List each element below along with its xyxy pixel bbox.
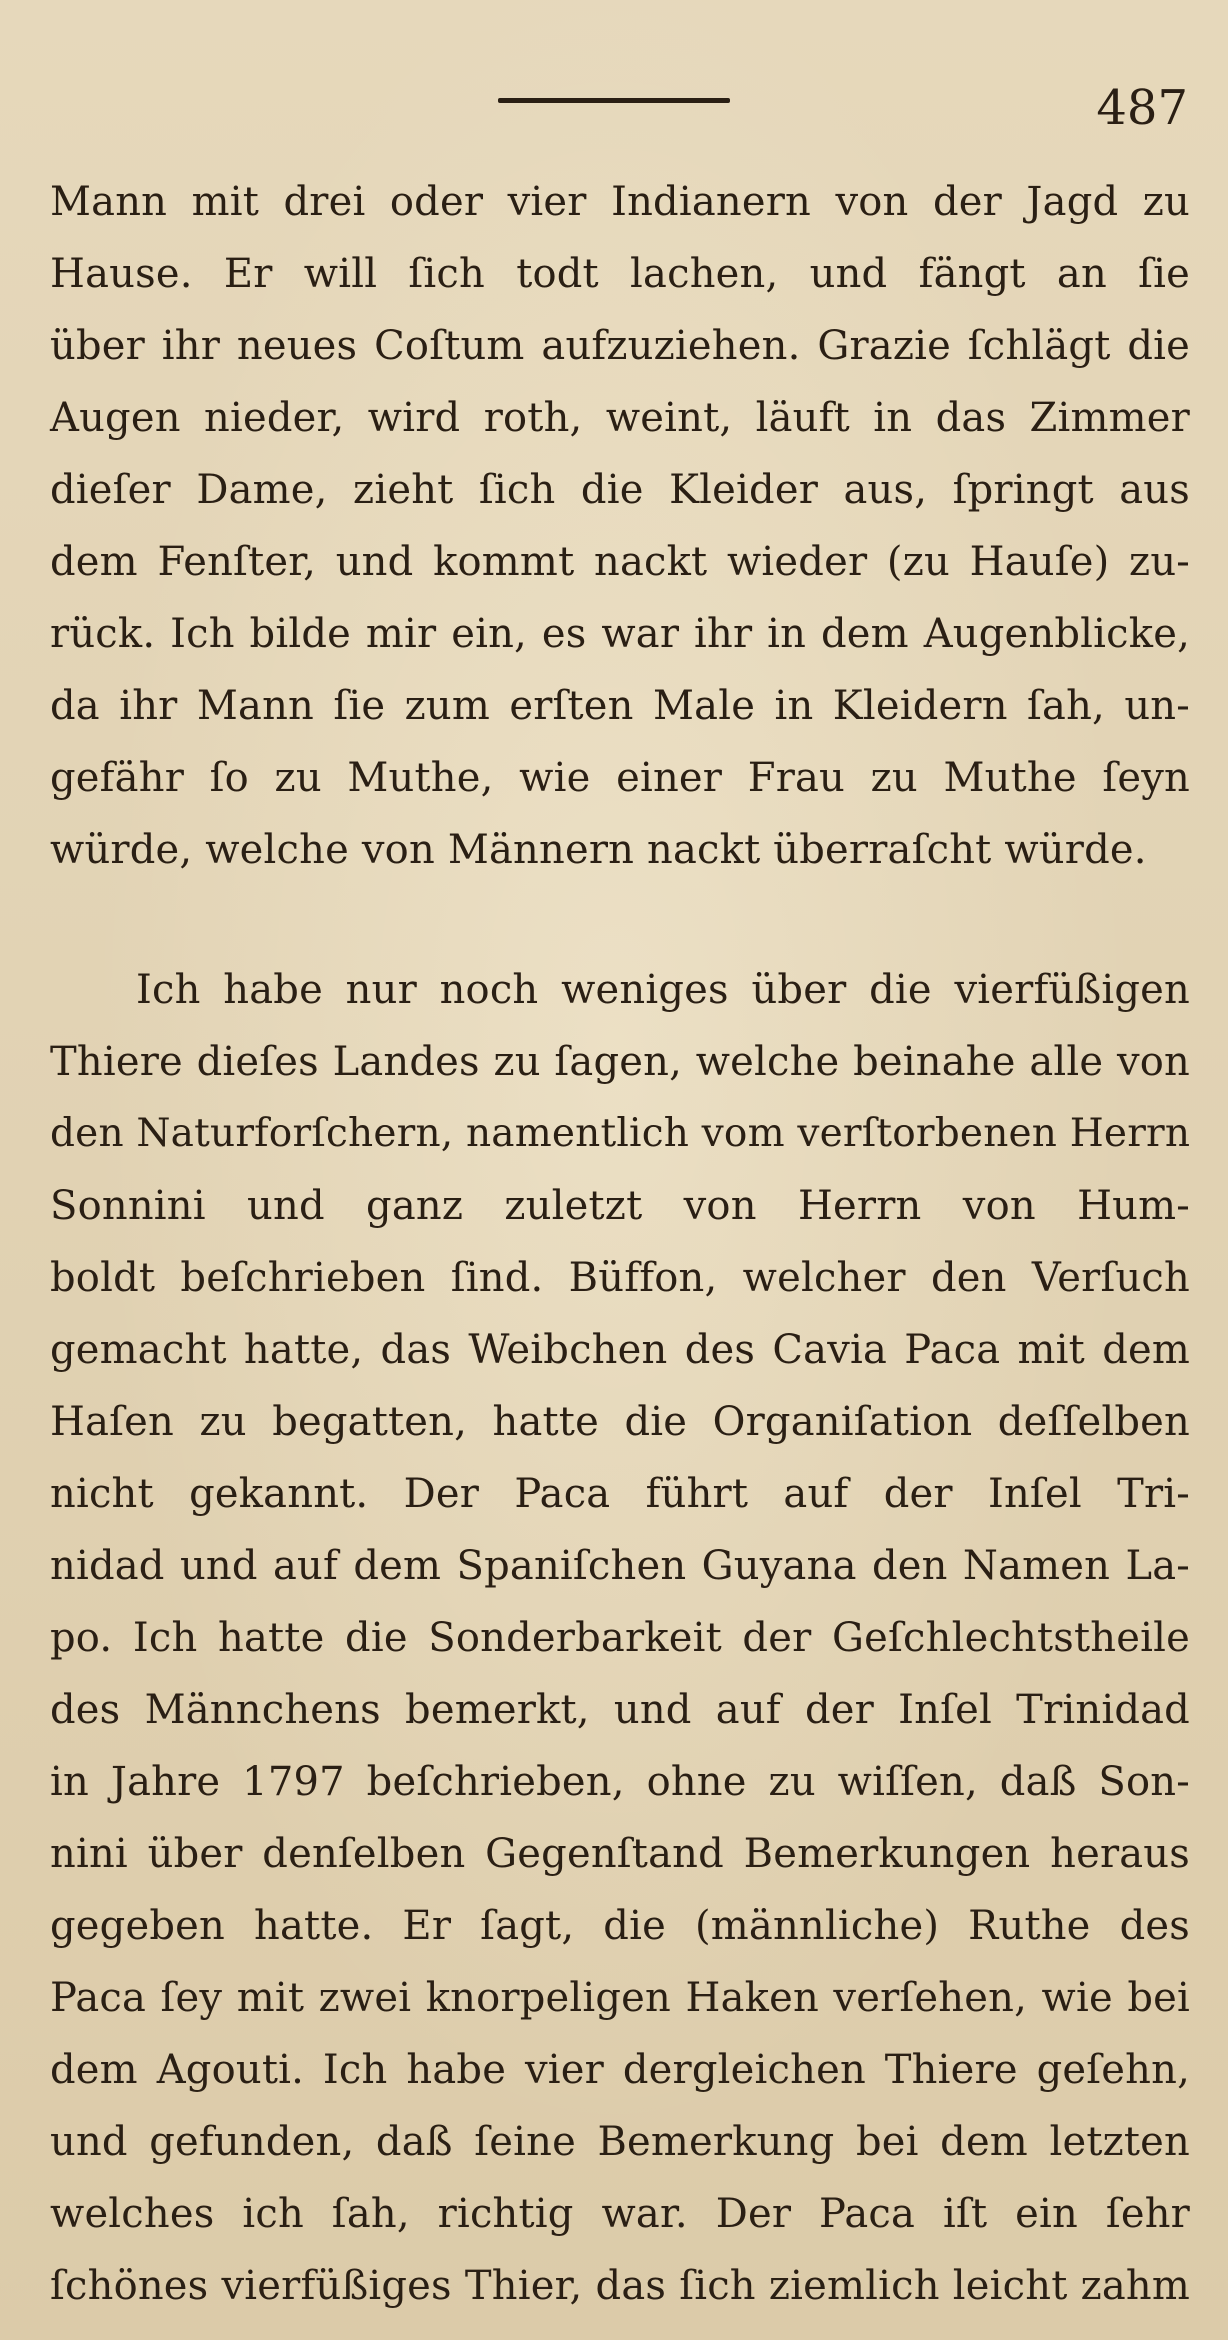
text-line: nini über denſelben Gegenſtand Bemerkungen heraus: [50, 1831, 1190, 1877]
paragraph-gap: [50, 886, 1190, 954]
paragraph-1: [50, 166, 1190, 886]
text-line: des Männchens bemerkt, und auf der Inſel Trinidad: [50, 1687, 1190, 1733]
text-line: dem Fenſter, und kommt nackt wieder (zu Hauſe) zu-: [50, 539, 1190, 585]
text-line: Augen nieder, wird roth, weint, läuft in das Zimmer: [50, 395, 1190, 441]
text-line: gemacht hatte, das Weibchen des Cavia Paca mit dem: [50, 1327, 1190, 1373]
text-line: boldt beſchrieben ſind. Büffon, welcher den Verſuch: [50, 1255, 1190, 1301]
text-line: Hause. Er will ſich todt lachen, und fängt an ſie: [50, 251, 1190, 297]
page-number: 487: [1096, 80, 1188, 136]
text-line: Paca ſey mit zwei knorpeligen Haken verſehen, wie bei: [50, 1975, 1190, 2021]
text-line: nidad und auf dem Spaniſchen Guyana den Namen La-: [50, 1543, 1190, 1589]
header-rule: [498, 98, 730, 103]
text-line: über ihr neues Coſtum aufzuziehen. Grazie ſchlägt die: [50, 323, 1190, 369]
text-line: nicht gekannt. Der Paca führt auf der Inſel Tri-: [50, 1471, 1190, 1517]
text-line: da ihr Mann ſie zum erſten Male in Kleidern ſah, un-: [50, 683, 1190, 729]
text-line: Haſen zu begatten, hatte die Organiſation deſſelben: [50, 1399, 1190, 1445]
text-line: rück. Ich bilde mir ein, es war ihr in dem Augenblicke,: [50, 611, 1190, 657]
text-line: würde, welche von Männern nackt überraſcht würde.: [50, 827, 1147, 873]
page-body: [50, 166, 1190, 2322]
text-line: Mann mit drei oder vier Indianern von der Jagd zu: [50, 179, 1190, 225]
text-line: Ich habe nur noch weniges über die vierfüßigen: [136, 967, 1190, 1013]
text-line: po. Ich hatte die Sonderbarkeit der Geſchlechtstheile: [50, 1615, 1190, 1661]
text-line: ſchönes vierfüßiges Thier, das ſich ziemlich leicht zahm: [50, 2263, 1190, 2309]
text-line: gegeben hatte. Er ſagt, die (männliche) Ruthe des: [50, 1903, 1190, 1949]
text-line: in Jahre 1797 beſchrieben, ohne zu wiſſen, daß Son-: [50, 1759, 1190, 1805]
page-header: [0, 78, 1228, 138]
paragraph-2: [50, 954, 1190, 2322]
text-line: den Naturforſchern, namentlich vom verſtorbenen Herrn: [50, 1111, 1191, 1156]
text-line: welches ich ſah, richtig war. Der Paca iſt ein ſehr: [50, 2191, 1190, 2237]
text-line: Thiere dieſes Landes zu ſagen, welche beinahe alle von: [50, 1039, 1190, 1085]
text-line: dem Agouti. Ich habe vier dergleichen Thiere geſehn,: [50, 2047, 1190, 2093]
text-line: und gefunden, daß ſeine Bemerkung bei dem letzten: [50, 2119, 1190, 2165]
text-line: gefähr ſo zu Muthe, wie einer Frau zu Muthe ſeyn: [50, 755, 1190, 801]
text-line: Sonnini und ganz zuletzt von Herrn von Hum-: [50, 1183, 1190, 1229]
text-line: dieſer Dame, zieht ſich die Kleider aus, ſpringt aus: [50, 467, 1190, 513]
